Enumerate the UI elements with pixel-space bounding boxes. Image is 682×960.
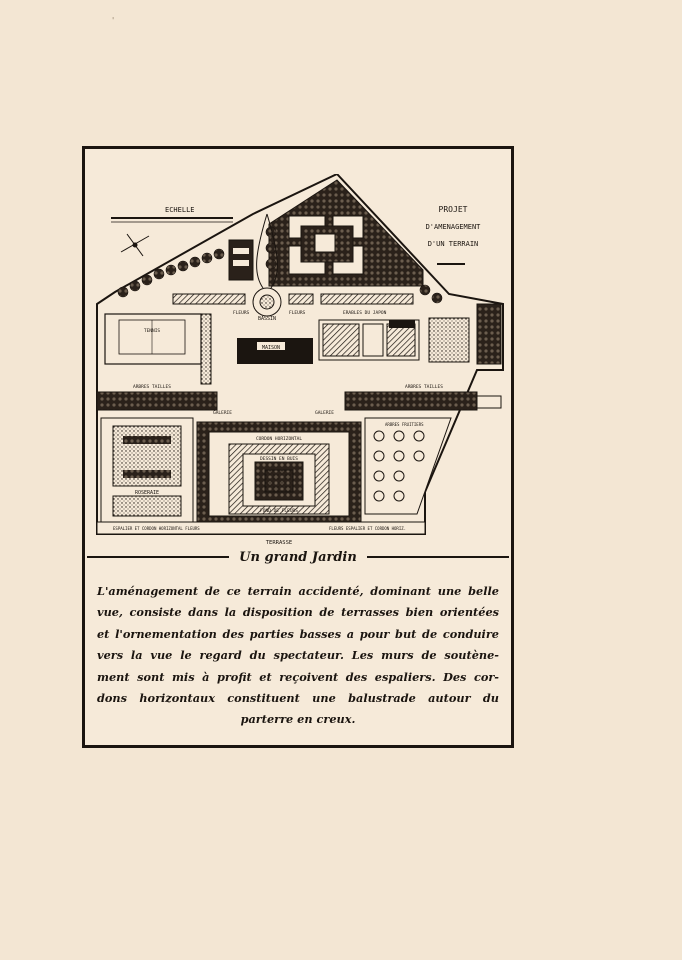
flower-bed-label: FOND DE FLEURS bbox=[260, 509, 298, 514]
clipped-trees-label-left: ARBRES TAILLES bbox=[133, 385, 171, 390]
garden-plan bbox=[93, 174, 505, 562]
caption-rule-left bbox=[87, 556, 229, 558]
caption-row bbox=[87, 546, 509, 568]
project-title-line-3: D'UN TERRAIN bbox=[427, 240, 479, 248]
orchard bbox=[365, 418, 451, 514]
garden-plan-drawing bbox=[93, 174, 505, 562]
terrace bbox=[97, 522, 425, 546]
basin-label: BASSIN bbox=[257, 316, 277, 322]
tennis-court bbox=[105, 314, 201, 364]
flowers-label-right: FLEURS bbox=[289, 311, 306, 316]
clipped-trees-label-right: ARBRES TAILLES bbox=[405, 385, 443, 390]
description-line-7: parterre en creux. bbox=[240, 712, 356, 727]
description-line-3: et l'ornementation des parties basses a pour but de conduire bbox=[97, 626, 499, 641]
description-line-6: dons horizontaux constituent une balustrade autour du bbox=[97, 691, 499, 706]
sunken-parterre bbox=[197, 422, 361, 522]
scale-label: ECHELLE bbox=[165, 206, 195, 214]
page-corner-mark: ' bbox=[112, 16, 115, 25]
scale-bar bbox=[111, 206, 233, 222]
house bbox=[237, 338, 313, 364]
terrace-label: TERRASSE bbox=[265, 540, 293, 546]
rose-garden bbox=[101, 418, 193, 522]
plate-frame bbox=[82, 146, 514, 748]
espalier-label-right: FLEURS ESPALIER ET CORDON HORIZ. bbox=[329, 526, 407, 531]
description-line-1: L'aménagement de ce terrain accidenté, dominant une belle bbox=[97, 584, 499, 598]
boxwood-design-label: DESSIN EN BUIS bbox=[260, 457, 298, 462]
gallery-label-left: GALERIE bbox=[213, 411, 232, 416]
description-line-2: vue, consiste dans la disposition de terrasses bien orientées bbox=[97, 605, 499, 620]
flowers-label-left: FLEURS bbox=[233, 311, 250, 316]
description-paragraph bbox=[97, 581, 499, 731]
project-title bbox=[426, 205, 482, 264]
caption-title: Un grand Jardin bbox=[239, 549, 357, 565]
tennis-label: TENNIS bbox=[143, 329, 161, 334]
gallery-label-right: GALERIE bbox=[315, 411, 334, 416]
description-line-4: vers la vue le regard du spectateur. Les murs de soutène- bbox=[97, 648, 499, 663]
maples-label: ERABLES DU JAPON bbox=[343, 311, 387, 316]
description-line-5: ment sont mis à profit et reçoivent des espaliers. Des cor- bbox=[97, 669, 499, 684]
caption-rule-right bbox=[367, 556, 509, 558]
house-label: MAISON bbox=[261, 345, 281, 351]
cordon-label: CORDON HORIZONTAL bbox=[255, 437, 303, 442]
rose-garden-label: ROSERAIE bbox=[134, 490, 160, 496]
project-title-line-2: D'AMENAGEMENT bbox=[425, 223, 481, 231]
espalier-label-left: ESPALIER ET CORDON HORIZONTAL FLEURS bbox=[113, 526, 200, 531]
fruit-trees-label: ARBRES FRUITIERS bbox=[385, 422, 424, 427]
compass-icon bbox=[121, 234, 149, 256]
project-title-line-1: PROJET bbox=[438, 205, 468, 214]
